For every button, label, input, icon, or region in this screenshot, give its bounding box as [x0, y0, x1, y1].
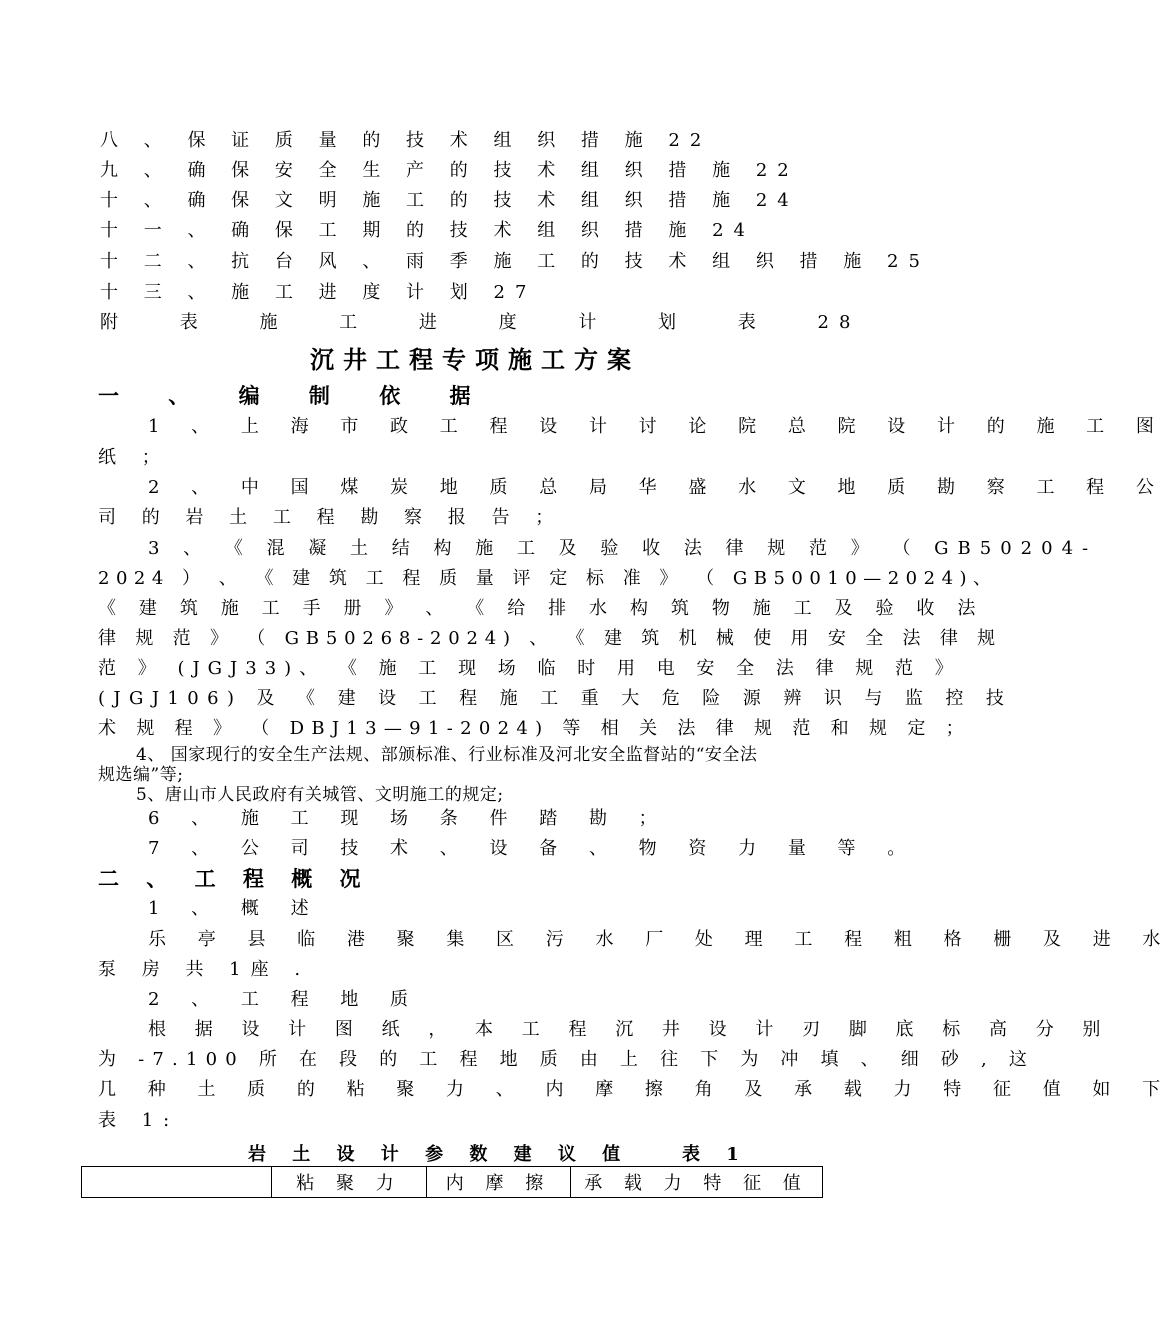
toc-item-12: 十 二 、 抗 台 风 、 雨 季 施 工 的 技 术 组 织 措 施 25 [100, 251, 930, 272]
geology-subheading: 2 、 工 程 地 质 [148, 989, 422, 1010]
geology-paragraph-line4: 表 1: [98, 1110, 180, 1131]
section-2-heading: 二 、 工 程 概 况 [98, 866, 371, 891]
basis-item-3-line5: 范 》 (JGJ33)、 《 施 工 现 场 临 时 用 电 安 全 法 律 规 范 》 [98, 658, 961, 679]
toc-item-8: 八 、 保 证 质 量 的 技 术 组 织 措 施 22 [100, 130, 712, 151]
basis-item-3-line3: 《 建 筑 施 工 手 册 》 、 《 给 排 水 构 筑 物 施 工 及 验 收 法 [98, 598, 984, 619]
toc-item-10: 十 、 确 保 文 明 施 工 的 技 术 组 织 措 施 24 [100, 190, 799, 211]
basis-item-4: 4、 国家现行的安全生产法规、部颁标准、行业标准及河北安全监督站的“安全法 [136, 745, 758, 765]
table-header-row [82, 1167, 823, 1198]
table-header-cell: 承 载 力 特 征 值 [571, 1167, 823, 1198]
overview-paragraph: 乐 亭 县 临 港 聚 集 区 污 水 厂 处 理 工 程 粗 格 栅 及 进 水 [148, 929, 1173, 950]
basis-item-2-cont: 司 的 岩 土 工 程 勘 察 报 告 ； [98, 507, 564, 528]
basis-item-3-line2: 2024 ） 、 《 建 筑 工 程 质 量 评 定 标 准 》 （ GB50010—2024)、 [98, 568, 998, 589]
table-header-cell: 内 摩 擦 [427, 1167, 571, 1198]
table-header-cell [82, 1167, 272, 1198]
basis-item-3-line6: (JGJ106) 及 《 建 设 工 程 施 工 重 大 危 险 源 辨 识 与 监 控 技 [98, 688, 1013, 709]
table-number: 表 1 [682, 1144, 749, 1165]
basis-item-2: 2 、 中 国 煤 炭 地 质 总 局 华 盛 水 文 地 质 勘 察 工 程 公 [148, 477, 1167, 498]
basis-item-5: 5、唐山市人民政府有关城管、文明施工的规定; [136, 785, 504, 805]
toc-item-appendix: 附 表 施 工 进 度 计 划 表 28 [100, 312, 861, 333]
basis-item-6: 6 、 施 工 现 场 条 件 踏 勘 ； [148, 808, 670, 829]
section-1-heading: 一 、 编 制 依 据 [98, 383, 481, 408]
soil-parameter-table [81, 1166, 823, 1198]
table-title: 岩 土 设 计 参 数 建 议 值 [248, 1144, 631, 1165]
toc-item-9: 九 、 确 保 安 全 生 产 的 技 术 组 织 措 施 22 [100, 160, 799, 181]
geology-paragraph-line1: 根 据 设 计 图 纸 ， 本 工 程 沉 井 设 计 刃 脚 底 标 高 分 别 [148, 1019, 1112, 1040]
overview-subheading: 1 、 概 述 [148, 898, 322, 919]
basis-item-3-line4: 律 规 范 》 （ GB50268-2024) 、 《 建 筑 机 械 使 用 安 全 法 律 规 [98, 628, 1002, 649]
basis-item-4-cont: 规选编”等; [98, 765, 184, 785]
document-title: 沉井工程专项施工方案 [310, 345, 640, 374]
geology-paragraph-line2: 为 -7.100 所 在 段 的 工 程 地 质 由 上 往 下 为 冲 填 、 细 砂 , 这 [98, 1049, 1036, 1070]
basis-item-7: 7 、 公 司 技 术 、 设 备 、 物 资 力 量 等 。 [148, 838, 919, 859]
table-header-cell: 粘 聚 力 [272, 1167, 427, 1198]
toc-item-13: 十 三 、 施 工 进 度 计 划 27 [100, 282, 537, 303]
basis-item-3: 3 、 《 混 凝 土 结 构 施 工 及 验 收 法 律 规 范 》 （ GB50204- [148, 538, 1098, 559]
basis-item-1-cont: 纸 ； [98, 447, 170, 468]
overview-paragraph-cont: 泵 房 共 1座 . [98, 959, 311, 980]
basis-item-3-line7: 术 规 程 》 （ DBJ13—91-2024) 等 相 关 法 律 规 范 和 规 定 ； [98, 718, 971, 739]
toc-item-11: 十 一 、 确 保 工 期 的 技 术 组 织 措 施 24 [100, 220, 756, 241]
geology-paragraph-line3: 几 种 土 质 的 粘 聚 力 、 内 摩 擦 角 及 承 载 力 特 征 值 如 下 [98, 1079, 1173, 1100]
basis-item-1: 1 、 上 海 市 政 工 程 设 计 讨 论 院 总 院 设 计 的 施 工 图 [148, 416, 1167, 437]
